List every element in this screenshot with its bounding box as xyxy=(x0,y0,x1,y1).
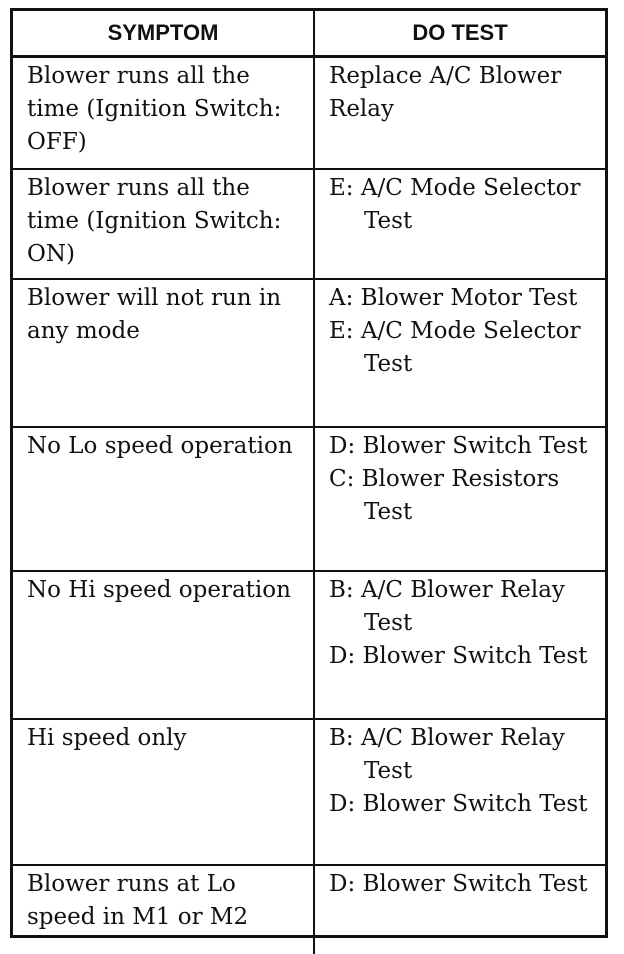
do-test-column-header: DO TEST xyxy=(314,11,605,57)
test-item: A: Blower Motor Test xyxy=(329,285,578,311)
test-item: B: A/C Blower Relay Test xyxy=(329,725,565,784)
symptom-test-table xyxy=(13,11,605,954)
table-row xyxy=(13,169,605,279)
test-cell xyxy=(314,169,605,279)
test-cell xyxy=(314,57,605,170)
table-row xyxy=(13,427,605,571)
test-item: C: Blower Resistors Test xyxy=(329,466,560,525)
test-cell xyxy=(314,865,605,954)
test-item: D: Blower Switch Test xyxy=(329,871,588,897)
test-item: D: Blower Switch Test xyxy=(329,433,588,459)
test-cell xyxy=(314,279,605,427)
symptom-cell: No Hi speed operation xyxy=(13,571,314,719)
diagnosis-table xyxy=(10,8,608,938)
symptom-column-header: SYMPTOM xyxy=(13,11,314,57)
symptom-cell: Hi speed only xyxy=(13,719,314,865)
table-row xyxy=(13,719,605,865)
table-row xyxy=(13,279,605,427)
test-item: D: Blower Switch Test xyxy=(329,791,588,817)
symptom-cell: Blower runs all the time (Ignition Switch: OFF) xyxy=(13,57,314,170)
test-item: D: Blower Switch Test xyxy=(329,643,588,669)
symptom-cell: Blower runs at Lo speed in M1 or M2 xyxy=(13,865,314,954)
table-row xyxy=(13,571,605,719)
symptom-cell: Blower will not run in any mode xyxy=(13,279,314,427)
symptom-cell: Blower runs all the time (Ignition Switch: ON) xyxy=(13,169,314,279)
test-cell xyxy=(314,571,605,719)
test-cell xyxy=(314,719,605,865)
test-item: Replace A/C Blower Relay xyxy=(329,63,562,122)
table-row xyxy=(13,57,605,170)
table-row xyxy=(13,865,605,954)
test-cell xyxy=(314,427,605,571)
test-item: E: A/C Mode Selector Test xyxy=(329,318,581,377)
test-item: E: A/C Mode Selector Test xyxy=(329,175,581,234)
test-item: B: A/C Blower Relay Test xyxy=(329,577,565,636)
header-row xyxy=(13,11,605,57)
symptom-cell: No Lo speed operation xyxy=(13,427,314,571)
